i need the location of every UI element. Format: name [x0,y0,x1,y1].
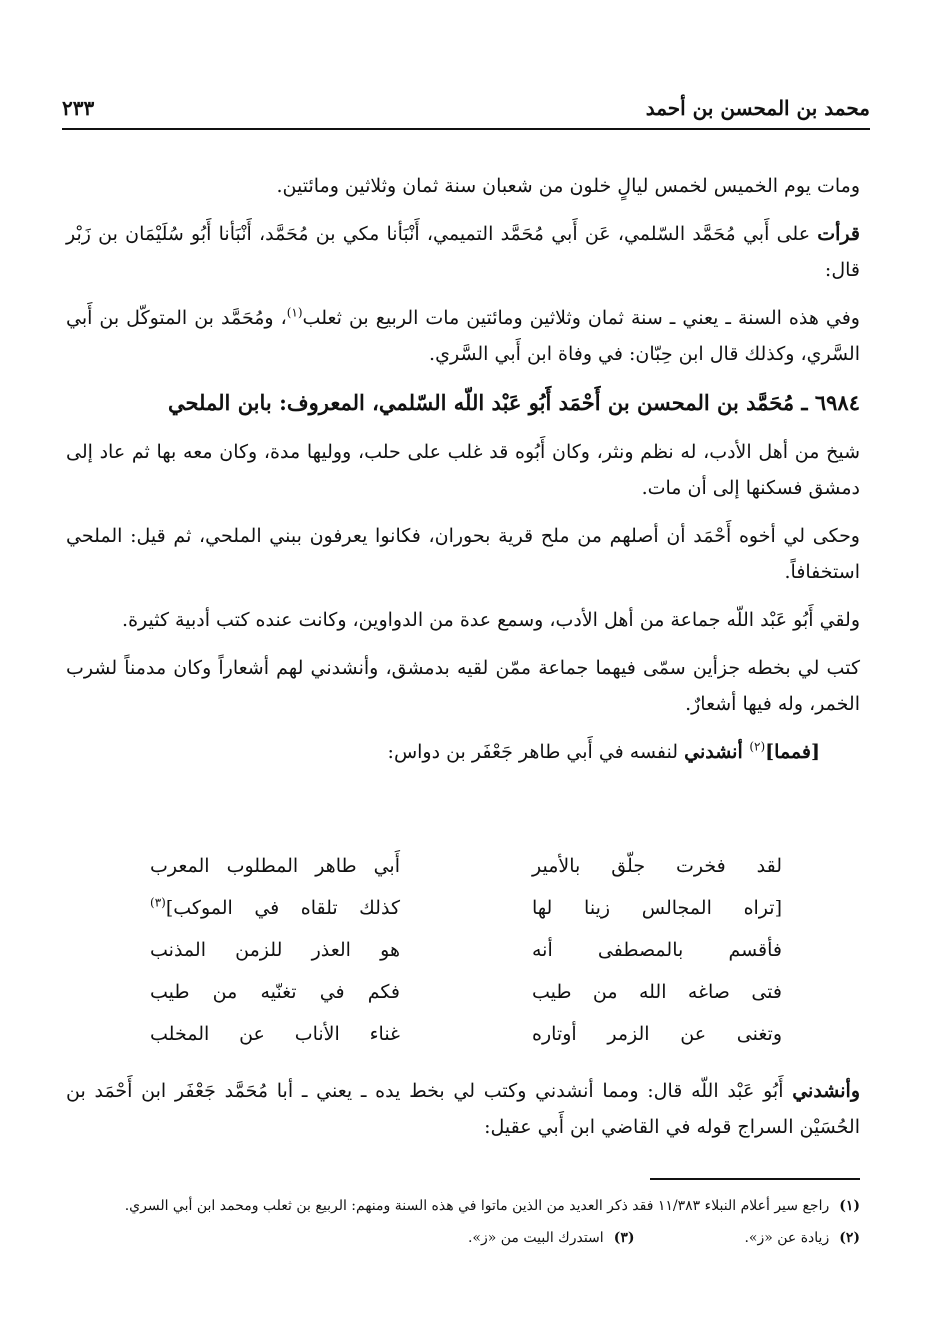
hemistich-second: كذلك تلقاه في الموكب]$^{(٣)}$ [150,895,400,919]
paragraph: وحكى لي أخوه أَحْمَد أن أصلهم من ملح قرية بحوران، فكانوا يعرفون ببني الملحي، ثم قيل: الملحي استخفافاً. [66,525,860,583]
hemistich-first: فأقسم بالمصطفى أنه [532,939,782,961]
paragraph-lead: [فمما] [765,741,820,763]
footnotes [62,1193,860,1251]
hemistich-first: فتى صاغه الله من طيب [532,981,782,1003]
footnote-ref: (٢) [749,739,766,754]
footnote-number: (٢) [839,1230,860,1246]
footnote-number: (١) [839,1198,860,1214]
page-number: ٢٣٣ [62,96,95,120]
poem [150,855,782,1065]
poem-verse [150,1023,782,1065]
footnote-text: راجع سير أعلام النبلاء ١١/٣٨٣ فقد ذكر العديد من الذين ماتوا في هذه السنة ومنهم: الربيع بن ثعلب ومحمد ابن أبي السري. [124,1198,830,1214]
footnote-ref: (٣) [150,895,166,910]
paragraph: كتب لي بخطه جزأين سمّى فيهما جماعة ممّن لقيه بدمشق، وأنشدني لهم أشعاراً وكان مدمناً لشرب الخمر، وله فيها أشعارٌ. [66,657,860,715]
poem-verse [150,897,782,939]
paragraph: شيخ من أهل الأدب، له نظم ونثر، وكان أَبُوه قد غلب على حلب، ووليها مدة، وكان معه بها ثم عاد إلى دمشق فسكنها إلى أن مات. [66,441,860,499]
paragraph-lead: وأنشدني [792,1080,860,1102]
hemistich-second: أَبي طاهر المطلوب المعرب [150,855,400,877]
hemistich-first: لقد فخرت جلّق بالأمير [532,855,782,877]
page-header [62,92,870,126]
hemistich-first: [تراه المجالس زينا لها [532,897,782,919]
poem-verse [150,855,782,897]
poem-verse [150,939,782,981]
hemistich-second: فكم في تغنّيه من طيب [150,981,400,1003]
paragraph: وفي هذه السنة ـ يعني ـ سنة ثمان وثلاثين ومائتين مات الربيع بن ثعلب$^{(١)}$، ومُحَمَّد بن المتوكّل بن أَبي السَّري، وكذلك قال ابن حِبّان: في وفاة ابن أَبي السَّري. [66,305,860,365]
footnote-rule [650,1178,860,1180]
footnote-ref: (١) [286,305,303,320]
footnote-row [62,1225,860,1251]
footnote [468,1225,634,1251]
hemistich-second: هو العذر للزمن المذنب [150,939,400,961]
paragraph: [فمما]$^{(٢)}$ أنشدني لنفسه في أَبي طاهر جَعْفَر بن دواس: [387,739,820,763]
footnote-text: استدرك البيت من «ز». [467,1230,604,1246]
hemistich-first: وتغنى عن الزمر أوتاره [532,1023,782,1045]
entry-heading: ٦٩٨٤ ـ مُحَمَّد بن المحسن بن أَحْمَد أَبُو عَبْد اللّه السّلمي، المعروف: بابن الملحي [168,390,860,415]
paragraph-lead: قرأت [817,223,860,245]
main-text [66,168,860,782]
footnote-number: (٣) [613,1230,635,1246]
footnote [744,1225,860,1251]
paragraph: ومات يوم الخميس لخمس ليالٍ خلون من شعبان سنة ثمان وثلاثين ومائتين. [276,175,860,197]
paragraph: ولقي أَبُو عَبْد اللّه جماعة من أهل الأدب، وسمع عدة من الدواوين، وكانت عنده كتب أدبية كثيرة. [122,609,860,631]
paragraph: قرأت على أَبي مُحَمَّد السّلمي، عَن أَبي مُحَمَّد التميمي، أَنْبَأنا مكي بن مُحَمَّد، أَنْبَأنا أَبُو سُلَيْمَان بن زَبْر قال: [66,223,860,281]
running-title: محمد بن المحسن بن أحمد [645,96,870,120]
footnote-text: زيادة عن «ز». [744,1230,830,1246]
footnote [62,1193,860,1219]
header-rule [62,128,870,130]
hemistich-second: غناء الأناب عن المخلب [150,1023,400,1045]
poem-verse [150,981,782,1023]
closing-paragraph: وأنشدني أَبُو عَبْد اللّه قال: ومما أنشدني وكتب لي بخط يده ـ يعني ـ أبا مُحَمَّد جَعْفَر ابن أَحْمَد بن الحُسَيْن السراج قوله في القاضي ابن أَبي عقيل: [66,1080,860,1138]
